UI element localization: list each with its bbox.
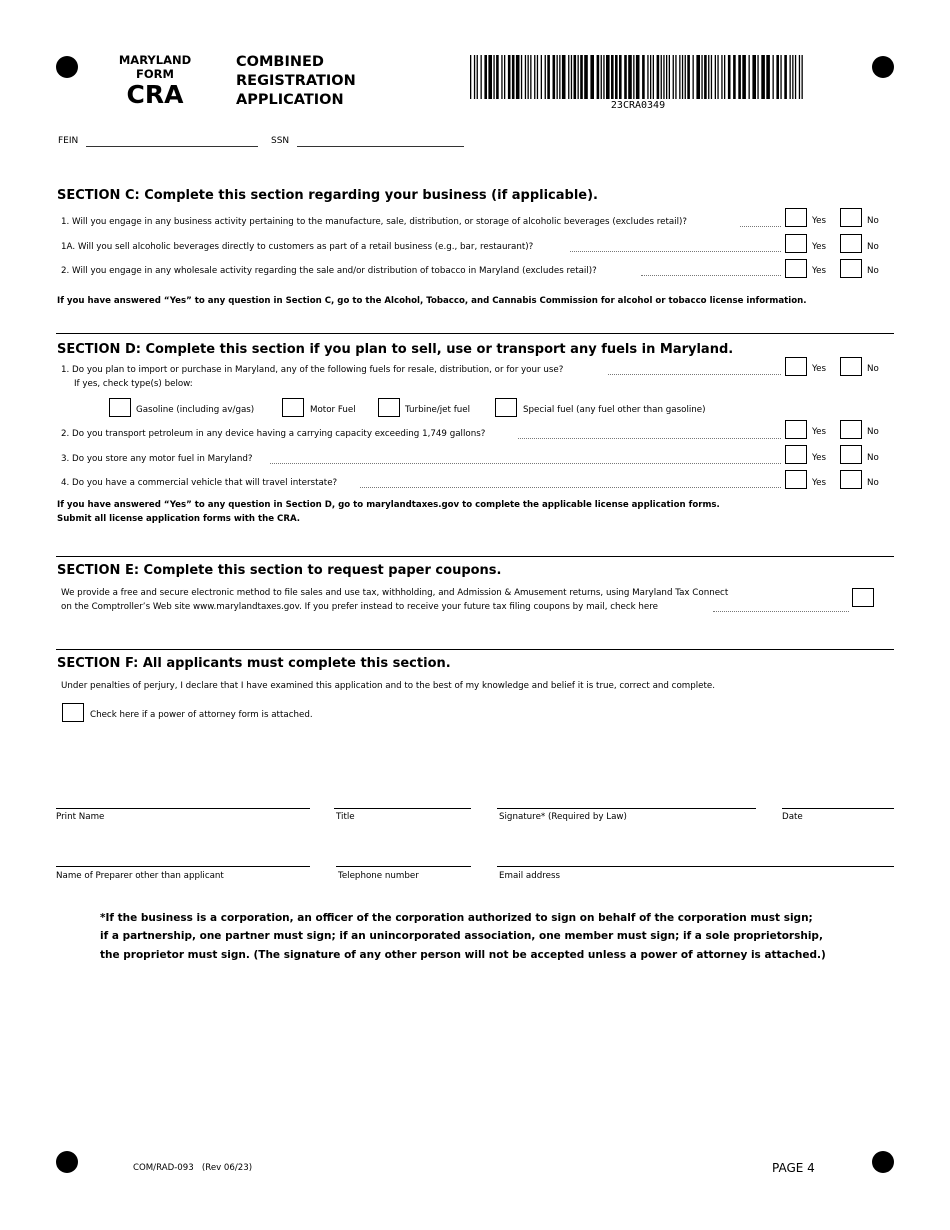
- leader-dots: [270, 463, 781, 464]
- signature-footnote-1: *If the business is a corporation, an officer of the corporation authorized to sign on behalf of the corporation must sign;: [100, 912, 813, 924]
- title-line[interactable]: [334, 808, 471, 809]
- no-label: No: [867, 364, 879, 374]
- date-line[interactable]: [782, 808, 894, 809]
- d3-no-checkbox[interactable]: [840, 445, 862, 464]
- fuel-turbine-checkbox[interactable]: [378, 398, 400, 417]
- c1a-yes-checkbox[interactable]: [785, 234, 807, 253]
- no-label: No: [867, 216, 879, 226]
- email-label: Email address: [499, 871, 560, 881]
- fuel-turbine-label: Turbine/jet fuel: [405, 405, 471, 415]
- d4-yes-checkbox[interactable]: [785, 470, 807, 489]
- section-d-question-3: 3. Do you store any motor fuel in Maryland?: [61, 454, 253, 464]
- no-label: No: [867, 453, 879, 463]
- section-e-line-1: We provide a free and secure electronic method to file sales and use tax, withholding, and Admission & Amusement returns, using Maryland Tax Connect: [61, 588, 729, 598]
- section-d-question-4: 4. Do you have a commercial vehicle that will travel interstate?: [61, 478, 338, 488]
- power-of-attorney-label: Check here if a power of attorney form is attached.: [90, 710, 313, 720]
- title-line-1: COMBINED: [236, 54, 324, 70]
- section-c-question-2: 2. Will you engage in any wholesale activity regarding the sale and/or distribution of tobacco in Maryland (excludes retail)?: [61, 266, 597, 276]
- leader-dots: [360, 487, 781, 488]
- yes-label: Yes: [812, 453, 827, 463]
- title-line-3: APPLICATION: [236, 92, 344, 108]
- d4-no-checkbox[interactable]: [840, 470, 862, 489]
- signature-footnote-2: if a partnership, one partner must sign; if an unincorporated association, one member must sign; if a sole proprietorship,: [100, 930, 823, 942]
- no-label: No: [867, 242, 879, 252]
- no-label: No: [867, 266, 879, 276]
- section-divider: [56, 649, 894, 650]
- signature-footnote-3: the proprietor must sign. (The signature of any other person will not be accepted unless a power of attorney is attached.): [100, 949, 826, 961]
- d3-yes-checkbox[interactable]: [785, 445, 807, 464]
- section-divider: [56, 556, 894, 557]
- telephone-label: Telephone number: [338, 871, 419, 881]
- yes-label: Yes: [812, 242, 827, 252]
- section-d-question-2: 2. Do you transport petroleum in any device having a carrying capacity exceeding 1,749 gallons?: [61, 429, 486, 439]
- ssn-label: SSN: [271, 136, 290, 146]
- fein-label: FEIN: [58, 136, 79, 146]
- c2-yes-checkbox[interactable]: [785, 259, 807, 278]
- registration-mark-top-left: [56, 56, 78, 78]
- section-e-title: SECTION E: Complete this section to request paper coupons.: [57, 563, 502, 578]
- section-c-title: SECTION C: Complete this section regarding your business (if applicable).: [57, 188, 598, 203]
- leader-dots: [608, 374, 781, 375]
- registration-mark-bottom-right: [872, 1151, 894, 1173]
- leader-dots: [518, 438, 781, 439]
- section-d-note-2: Submit all license application forms with the CRA.: [57, 514, 301, 524]
- no-label: No: [867, 427, 879, 437]
- form-title: [236, 53, 356, 110]
- d2-yes-checkbox[interactable]: [785, 420, 807, 439]
- section-c-note: If you have answered “Yes” to any question in Section C, go to the Alcohol, Tobacco, and Cannabis Commission for alcohol or tobacco license information.: [57, 296, 807, 306]
- d1-yes-checkbox[interactable]: [785, 357, 807, 376]
- ssn-field[interactable]: [297, 136, 464, 147]
- print-name-line[interactable]: [56, 808, 310, 809]
- preparer-label: Name of Preparer other than applicant: [56, 871, 224, 881]
- fuel-motor-label: Motor Fuel: [310, 405, 356, 415]
- fuel-special-checkbox[interactable]: [495, 398, 517, 417]
- state-label: MARYLAND: [118, 53, 192, 67]
- paper-coupons-checkbox[interactable]: [852, 588, 874, 607]
- leader-dots: [570, 251, 781, 252]
- page-number: PAGE 4: [772, 1161, 815, 1175]
- form-word: FORM: [136, 67, 174, 81]
- section-f-title: SECTION F: All applicants must complete this section.: [57, 656, 451, 671]
- fuel-gasoline-label: Gasoline (including av/gas): [136, 405, 255, 415]
- barcode: [470, 55, 806, 99]
- signature-line[interactable]: [497, 808, 756, 809]
- no-label: No: [867, 478, 879, 488]
- section-d-note-1: If you have answered “Yes” to any question in Section D, go to marylandtaxes.gov to complete the applicable license application forms.: [57, 500, 720, 510]
- title-line-2: REGISTRATION: [236, 73, 356, 89]
- title-label: Title: [336, 812, 355, 822]
- section-d-question-1: 1. Do you plan to import or purchase in Maryland, any of the following fuels for resale, distribution, or for your use?: [61, 365, 564, 375]
- section-divider: [56, 333, 894, 334]
- d1-no-checkbox[interactable]: [840, 357, 862, 376]
- form-id-block: [110, 53, 200, 109]
- telephone-line[interactable]: [336, 866, 471, 867]
- registration-mark-top-right: [872, 56, 894, 78]
- fuel-motor-checkbox[interactable]: [282, 398, 304, 417]
- registration-mark-bottom-left: [56, 1151, 78, 1173]
- section-c-question-1: 1. Will you engage in any business activity pertaining to the manufacture, sale, distribution, or storage of alcoholic beverages (excludes retail)?: [61, 217, 688, 227]
- c1-yes-checkbox[interactable]: [785, 208, 807, 227]
- c1a-no-checkbox[interactable]: [840, 234, 862, 253]
- leader-dots: [740, 226, 781, 227]
- barcode-text: 23CRA0349: [610, 100, 666, 111]
- yes-label: Yes: [812, 427, 827, 437]
- leader-dots: [713, 611, 849, 612]
- section-d-question-1-sub: If yes, check type(s) below:: [74, 379, 193, 389]
- yes-label: Yes: [812, 266, 827, 276]
- yes-label: Yes: [812, 364, 827, 374]
- signature-label: Signature* (Required by Law): [499, 812, 627, 822]
- section-e-line-2: on the Comptroller’s Web site www.marylandtaxes.gov. If you prefer instead to receive your future tax filing coupons by mail, check here: [61, 602, 658, 612]
- declaration-text: Under penalties of perjury, I declare that I have examined this application and to the best of my knowledge and belief it is true, correct and complete.: [61, 681, 716, 691]
- form-revision: COM/RAD-093 (Rev 06/23): [133, 1163, 253, 1173]
- yes-label: Yes: [812, 216, 827, 226]
- print-name-label: Print Name: [56, 812, 105, 822]
- c1-no-checkbox[interactable]: [840, 208, 862, 227]
- preparer-line[interactable]: [56, 866, 310, 867]
- fein-field[interactable]: [86, 136, 258, 147]
- d2-no-checkbox[interactable]: [840, 420, 862, 439]
- section-d-title: SECTION D: Complete this section if you plan to sell, use or transport any fuels in Maryland.: [57, 342, 734, 357]
- section-c-question-1a: 1A. Will you sell alcoholic beverages directly to customers as part of a retail business (e.g., bar, restaurant)?: [61, 242, 534, 252]
- leader-dots: [641, 275, 781, 276]
- c2-no-checkbox[interactable]: [840, 259, 862, 278]
- date-label: Date: [782, 812, 803, 822]
- fuel-special-label: Special fuel (any fuel other than gasoline): [523, 405, 706, 415]
- email-line[interactable]: [497, 866, 894, 867]
- yes-label: Yes: [812, 478, 827, 488]
- form-code: CRA: [126, 80, 184, 109]
- power-of-attorney-checkbox[interactable]: [62, 703, 84, 722]
- fuel-gasoline-checkbox[interactable]: [109, 398, 131, 417]
